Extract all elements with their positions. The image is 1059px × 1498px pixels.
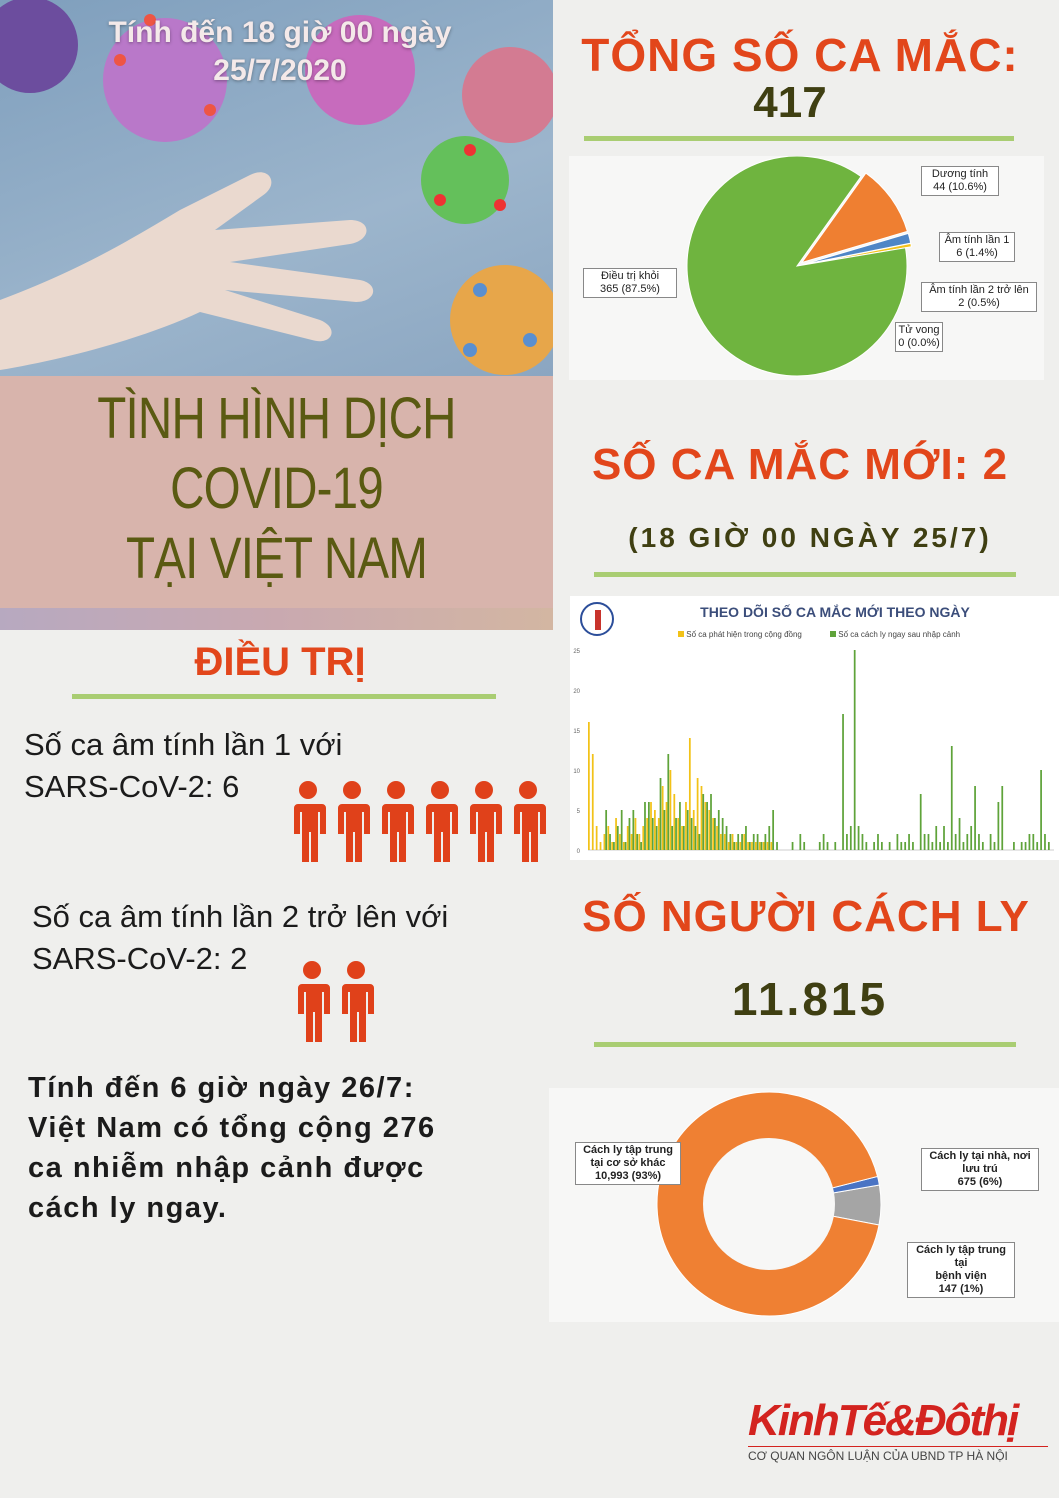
daily-bar-1 [834,842,836,850]
daily-bar-1 [904,842,906,850]
daily-bar-0 [693,810,695,850]
daily-bar-1 [710,794,712,850]
daily-bar-1 [730,834,732,850]
daily-bar-1 [695,826,697,850]
daily-bar-1 [792,842,794,850]
decorative-strip [0,608,553,630]
daily-bar-0 [631,834,633,850]
daily-bar-0 [720,834,722,850]
daily-bar-0 [666,802,668,850]
daily-chart-title: THEO DÕI SỐ CA MẮC MỚI THEO NGÀY [700,604,970,620]
title-line2: COVID-19 [170,456,383,521]
daily-bar-1 [889,842,891,850]
legend-community: Số ca phát hiện trong cộng đồng [678,630,802,639]
daily-bar-1 [873,842,875,850]
daily-bar-1 [640,842,642,850]
daily-bar-1 [702,794,704,850]
person-icon [420,780,464,864]
daily-bar-0 [759,842,761,850]
daily-bar-0 [747,842,749,850]
daily-bar-1 [951,746,953,850]
daily-bar-1 [858,826,860,850]
daily-bar-0 [611,842,613,850]
logo-brand: KinhTế&Đôthị [748,1396,1018,1445]
daily-bar-1 [772,810,774,850]
daily-bar-1 [667,754,669,850]
negative-1-text: Số ca âm tính lần 1 với SARS-CoV-2: 6 [24,727,343,804]
daily-bar-1 [827,842,829,850]
y-tick-label: 10 [573,769,580,775]
daily-bar-1 [947,842,949,850]
daily-bar-1 [850,826,852,850]
daily-bar-1 [1025,842,1027,850]
daily-bar-0 [712,818,714,850]
y-tick-label: 0 [576,849,580,855]
donut-label-other-facility: Cách ly tập trung tại cơ sở khác 10,993 (93%) [575,1142,681,1185]
negative-1-person-icons [288,780,558,864]
daily-bar-1 [978,834,980,850]
daily-cases-chart-card [570,596,1059,860]
daily-bar-1 [1029,834,1031,850]
daily-bar-1 [764,834,766,850]
daily-bar-0 [596,826,598,850]
daily-bar-1 [862,834,864,850]
daily-bar-0 [751,842,753,850]
daily-bar-0 [728,842,730,850]
daily-bar-1 [1048,842,1050,850]
daily-bar-0 [642,826,644,850]
daily-bar-0 [607,826,609,850]
logo-tagline: CƠ QUAN NGÔN LUẬN CỦA UBND TP HÀ NỘI [748,1446,1048,1463]
daily-bar-0 [697,778,699,850]
daily-bar-1 [675,818,677,850]
daily-bar-1 [753,834,755,850]
daily-bar-0 [592,754,594,850]
daily-bar-1 [799,834,801,850]
daily-bar-0 [705,802,707,850]
daily-bar-0 [739,842,741,850]
person-icon [508,780,552,864]
daily-bar-0 [650,802,652,850]
daily-bar-1 [982,842,984,850]
daily-bar-1 [959,818,961,850]
daily-bar-0 [588,722,590,850]
daily-bar-1 [1021,842,1023,850]
pie-label-recovered: Điều trị khỏi 365 (87.5%) [583,268,677,298]
daily-bar-1 [621,810,623,850]
donut-label-home: Cách ly tại nhà, nơi lưu trú 675 (6%) [921,1148,1039,1191]
daily-bar-1 [656,826,658,850]
title-line3: TẠI VIỆT NAM [125,526,428,591]
daily-bar-1 [900,842,902,850]
daily-bar-1 [664,810,666,850]
daily-bar-0 [689,738,691,850]
page-title [50,384,503,594]
daily-bar-0 [724,834,726,850]
daily-bar-1 [745,826,747,850]
daily-bar-1 [644,802,646,850]
daily-bar-1 [632,810,634,850]
y-tick-label: 15 [573,729,580,735]
daily-bar-1 [757,834,759,850]
pie-label-negative-1: Âm tính lần 1 6 (1.4%) [939,232,1015,262]
daily-bar-0 [755,842,757,850]
divider [594,1042,1016,1047]
daily-bar-0 [654,810,656,850]
daily-bar-1 [994,842,996,850]
y-tick-label: 5 [576,809,580,815]
daily-bar-1 [749,842,751,850]
daily-bar-1 [761,842,763,850]
update-time [40,14,520,90]
daily-bar-1 [865,842,867,850]
negative-2-text: Số ca âm tính lần 2 trở lên với SARS-CoV-2: 2 [32,899,449,976]
person-icon [336,960,380,1044]
daily-bar-1 [652,818,654,850]
divider [594,572,1016,577]
daily-bar-1 [928,834,930,850]
daily-bar-0 [619,834,621,850]
daily-bar-1 [1044,834,1046,850]
total-cases-heading: TỔNG SỐ CA MẮC: [581,29,1019,81]
daily-bar-1 [718,810,720,850]
daily-bar-1 [846,834,848,850]
daily-bar-0 [646,818,648,850]
daily-bar-1 [854,650,856,850]
daily-bar-0 [708,810,710,850]
daily-bar-0 [623,842,625,850]
kinhtedothi-logo [748,1396,1048,1476]
daily-bar-1 [636,834,638,850]
daily-bar-1 [737,834,739,850]
daily-bar-1 [605,810,607,850]
daily-bar-1 [912,842,914,850]
daily-bar-1 [955,834,957,850]
daily-bar-0 [638,834,640,850]
daily-bar-1 [823,834,825,850]
title-line1: TÌNH HÌNH DỊCH [97,386,456,451]
daily-bar-1 [1013,842,1015,850]
daily-bar-0 [673,794,675,850]
daily-bar-1 [881,842,883,850]
daily-bar-1 [943,826,945,850]
daily-bar-0 [701,786,703,850]
daily-bar-1 [877,834,879,850]
quarantine-value: 11.815 [731,973,889,1025]
daily-bar-1 [803,842,805,850]
daily-bar-0 [677,818,679,850]
daily-bar-1 [683,826,685,850]
daily-bar-1 [897,834,899,850]
daily-bar-1 [691,818,693,850]
case-status-pie-card [569,156,1044,380]
daily-bar-1 [671,826,673,850]
daily-bar-1 [1032,834,1034,850]
treatment-heading: ĐIỀU TRỊ [194,640,366,684]
daily-bar-1 [939,842,941,850]
daily-bar-1 [1001,786,1003,850]
update-time-line1: Tính đến 18 giờ 00 ngày [108,16,452,49]
daily-bar-1 [726,826,728,850]
daily-bar-0 [736,842,738,850]
daily-bar-1 [648,802,650,850]
daily-bar-1 [629,818,631,850]
daily-bar-0 [600,842,602,850]
total-cases-value: 417 [753,78,827,127]
daily-bar-0 [627,826,629,850]
daily-bar-1 [935,826,937,850]
daily-bar-0 [771,842,773,850]
daily-bar-1 [722,818,724,850]
daily-bar-1 [1036,842,1038,850]
person-icon [332,780,376,864]
daily-bar-1 [908,834,910,850]
daily-bar-0 [615,818,617,850]
pie-label-death: Tử vong 0 (0.0%) [895,322,943,352]
daily-bar-0 [732,834,734,850]
imported-cases-note: Tính đến 6 giờ ngày 26/7: Việt Nam có tổng cộng 276 ca nhiễm nhập cảnh được cách ly ngay. [28,1072,436,1224]
daily-bar-1 [706,802,708,850]
new-cases-heading: SỐ CA MẮC MỚI: 2 [591,440,1009,489]
pie-label-negative-2: Âm tính lần 2 trở lên 2 (0.5%) [921,282,1037,312]
daily-bar-1 [1040,770,1042,850]
y-tick-label: 25 [573,649,580,655]
person-icon [288,780,332,864]
daily-bar-1 [966,834,968,850]
daily-bar-1 [741,834,743,850]
daily-bar-1 [963,842,965,850]
daily-bar-1 [613,842,615,850]
daily-bar-1 [931,842,933,850]
daily-bar-1 [625,842,627,850]
daily-bar-1 [970,826,972,850]
daily-bar-1 [819,842,821,850]
daily-bar-1 [920,794,922,850]
daily-bar-1 [660,778,662,850]
daily-bar-0 [604,834,606,850]
daily-bar-0 [743,834,745,850]
daily-bar-0 [670,770,672,850]
pie-label-positive: Dương tính 44 (10.6%) [921,166,999,196]
legend-imported: Số ca cách ly ngay sau nhập cảnh [830,630,960,639]
daily-bar-1 [997,802,999,850]
daily-bar-1 [990,834,992,850]
y-tick-label: 20 [573,689,580,695]
daily-bar-1 [687,810,689,850]
daily-bar-1 [733,842,735,850]
negative-2-person-icons [292,960,392,1044]
daily-bar-0 [763,842,765,850]
new-cases-time: (18 GIỜ 00 NGÀY 25/7) [628,522,992,553]
daily-bar-1 [679,802,681,850]
donut-label-hospital: Cách ly tập trung tại bệnh viện 147 (1%) [907,1242,1015,1298]
daily-bar-1 [842,714,844,850]
daily-cases-bar-chart [570,596,1059,860]
daily-bar-0 [635,818,637,850]
person-icon [464,780,508,864]
divider [584,136,1014,141]
update-time-line2: 25/7/2020 [213,54,347,87]
daily-bar-1 [698,834,700,850]
daily-bar-0 [658,818,660,850]
person-icon [292,960,336,1044]
quarantine-donut-card [549,1088,1059,1322]
daily-bar-1 [768,826,770,850]
daily-bar-0 [716,826,718,850]
daily-bar-0 [767,842,769,850]
daily-bar-0 [662,786,664,850]
daily-bar-1 [609,834,611,850]
daily-bar-1 [617,826,619,850]
daily-bar-1 [974,786,976,850]
person-icon [376,780,420,864]
daily-bar-0 [685,802,687,850]
quarantine-heading: SỐ NGƯỜI CÁCH LY [582,892,1030,941]
daily-bar-0 [681,826,683,850]
daily-bar-1 [714,818,716,850]
daily-bar-1 [924,834,926,850]
divider [72,694,496,699]
daily-bar-1 [776,842,778,850]
